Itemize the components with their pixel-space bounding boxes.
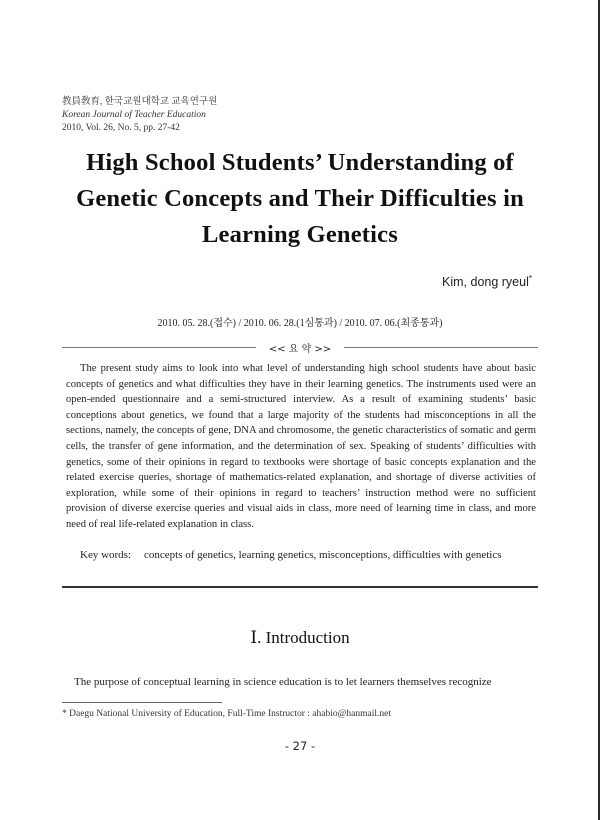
submission-dates: 2010. 05. 28.(접수) / 2010. 06. 28.(1심통과) / 2010. 07. 06.(최종통과) (157, 318, 443, 329)
intro-paragraph: The purpose of conceptual learning in science education is to let learners themselves recognize (74, 676, 492, 688)
title-line-3: Learning Genetics (202, 221, 398, 248)
keywords (80, 548, 536, 563)
journal-korean-name: 教員敎育, 한국교원대학교 교육연구원 (62, 97, 218, 107)
abstract-text: The present study aims to look into what level of understanding high school students have about basic concepts of genetics and what difficulties they have in their learning genetics. The instruments used were an open-ended questionnaire and a semi-structured interview. As a result of examining students’ basic conceptions about genetics, we found that a large majority of the students had misconceptions in all the sections, namely, the concepts of gene, DNA and chromosome, the genetic characteristics of somatic and germ cells, the transfer of gene information, and the determination of sex. Speaking of students’ difficulties with genetics, some of their opinions in regard to textbooks were shortage of basic concepts explanation and the related exercise queries, shortage of mathematics-related explanation, and shortage of diverse activities of exploration, while some of their opinions in regard to teachers’ instruction method were no sufficient provision of diverse exercise queries and visual aids in class, more need of learning time in class, and more need of real life-related explanation in class. (66, 363, 536, 530)
author-name: Kim, dong ryeul (442, 275, 529, 290)
journal-volume: 2010, Vol. 26, No. 5, pp. 27-42 (62, 123, 180, 133)
author (442, 274, 532, 289)
keywords-label: Key words: (80, 549, 132, 561)
title-line-2: Genetic Concepts and Their Difficulties in (76, 185, 524, 212)
journal-english-name: Korean Journal of Teacher Education (62, 110, 206, 120)
abstract-bottom-rule (62, 586, 538, 588)
summary-label: << 요 약 >> (256, 340, 344, 355)
footnote-divider (62, 702, 222, 703)
footnote: * Daegu National University of Education, Full-Time Instructor : ahabio@hanmail.net (62, 709, 391, 719)
page-number: - 27 - (284, 739, 316, 753)
title-line-1: High School Students’ Understanding of (86, 149, 514, 176)
keywords-list: concepts of genetics, learning genetics, misconceptions, difficulties with genetics (144, 549, 502, 561)
section-heading: Ⅰ. Introduction (250, 628, 350, 647)
journal-info (62, 96, 217, 135)
author-footnote-mark: * (528, 274, 532, 283)
paper-title (40, 145, 560, 253)
